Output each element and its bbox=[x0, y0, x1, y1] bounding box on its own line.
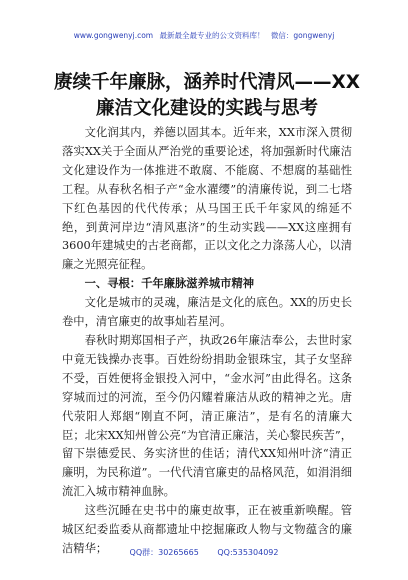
footer-qq: QQ:535304092 bbox=[217, 548, 279, 557]
page-header bbox=[0, 30, 408, 41]
header-site[interactable]: www.gongwenyj.com bbox=[73, 31, 154, 40]
header-slogan: 最新最全最专业的公文资料库！ bbox=[159, 31, 265, 40]
document-body bbox=[62, 124, 352, 559]
section-paragraph: 文化是城市的灵魂，廉洁是文化的底色。XX的历史长卷中，清官廉吏的故事灿若星河。 bbox=[62, 296, 352, 329]
intro-paragraph: 文化润其内，养德以固其本。近年来，XX市深入贯彻落实XX关于全面从严治党的重要论述，将加强新时代廉洁文化建设作为一体推进不敢腐、不能腐、不想腐的基础性工程。从春秋名相子产“金水濯缨”的清廉传说，到二七塔下红色基因的代代传承；从马国王氏千年家风的绵延不绝，到黄河岸边“清风惠济”的生动实践——XX这座拥有3600年建城史的古老商都，正以文化之力涤荡人心，以清廉之光照亮征程。 bbox=[62, 126, 352, 272]
section-paragraph: 这些沉睡在史书中的廉吏故事，正在被重新唤醒。管城区纪委监委从商都遗址中挖掘廉政人物与文物蕴含的廉洁精华； bbox=[62, 504, 352, 555]
page-footer bbox=[0, 547, 408, 558]
footer-qq-group: QQ群：30265665 bbox=[129, 548, 199, 557]
document-title: 赓续千年廉脉，涵养时代清风——XX廉洁文化建设的实践与思考 bbox=[53, 72, 361, 119]
section-heading: 一、寻根：千年廉脉滋养城市精神 bbox=[84, 277, 255, 291]
header-wechat: 微信：gongwenyj bbox=[270, 31, 335, 40]
section-paragraph: 春秋时期郑国相子产，执政26年廉洁奉公，去世时家中竟无钱操办丧事。百姓纷纷捐助金银珠宝，其子女坚辞不受，百姓便将金银投入河中，“金水河”由此得名。这条穿城而过的河流，至今仍闪耀着廉洁从政的精神之光。唐代荥阳人郑絪“刚直不阿，清正廉洁”，是有名的清廉大臣；北宋XX知州曾公亮“为官清正廉洁，关心黎民疾苦”，留下崇德爱民、务实济世的佳话；清代XX知州叶济“清正廉明，为民称道”。一代代清官廉吏的品格风范，如涓涓细流汇入城市精神血脉。 bbox=[62, 333, 352, 499]
